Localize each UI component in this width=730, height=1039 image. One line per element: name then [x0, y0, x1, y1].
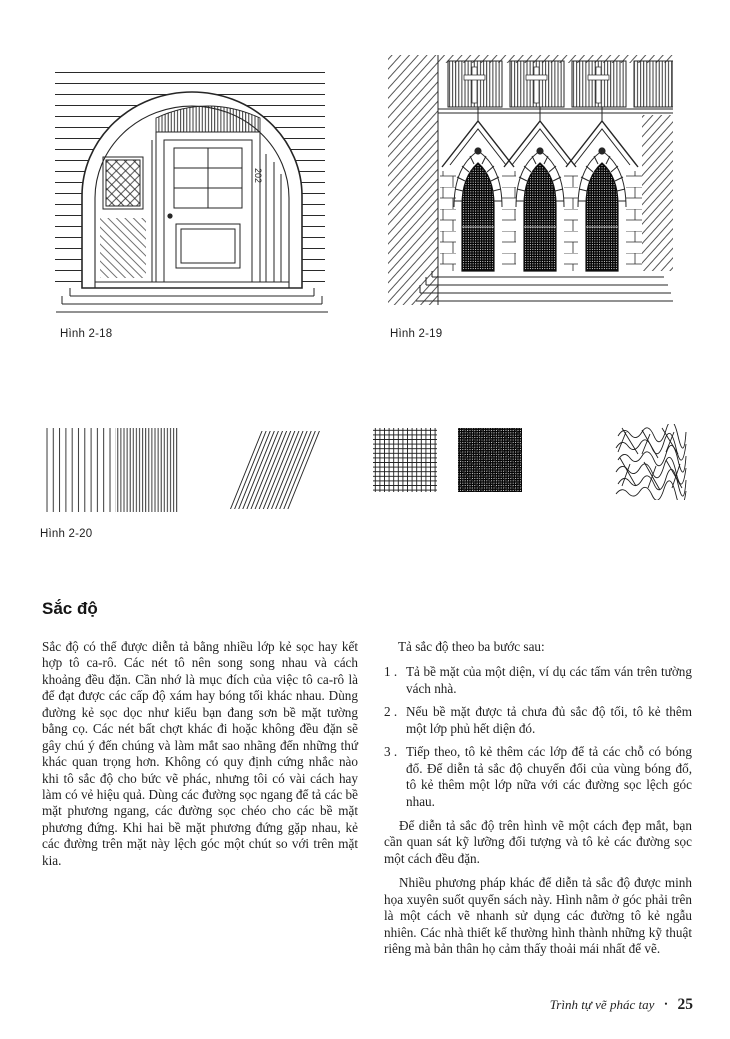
hatch-sample-crosshatch	[373, 428, 437, 492]
section-heading: Sắc độ	[42, 599, 98, 618]
lattice-window	[106, 160, 140, 206]
figure-2-20-caption: Hình 2-20	[40, 528, 93, 540]
step-text: Tiếp theo, tô kẻ thêm các lớp để tả các chỗ có bóng đổ. Để diễn tả sắc độ chuyển đổi của vùng bóng đổ, tô kẻ thêm một lớp nữa với các đường sọc lệch góc nhau.	[406, 744, 692, 809]
step-item	[384, 704, 692, 737]
figure-2-19-caption: Hình 2-19	[390, 328, 443, 340]
right-text-column	[384, 639, 692, 957]
side-wall-hatching	[100, 218, 146, 278]
hatch-sample-scribble	[612, 424, 690, 500]
footer-separator-icon: •	[664, 999, 668, 1009]
arched-doorway-sketch	[52, 56, 332, 318]
left-text-column	[42, 639, 358, 869]
hatch-sample-dense-dark	[458, 428, 522, 492]
body-paragraph: Sắc độ có thể được diễn tả bằng nhiều lớp kẻ sọc hay kết hợp tô ca-rô. Các nét tô nên song song nhau và cách khoảng đều đặn. Cần nhớ là mục đích của việc tô ca-rô là để đạt được các cấp độ xám hay bóng tối khác nhau. Dùng đường kẻ sọc dọc như kiểu bạn đang sơn bề mặt tường bằng cọ. Các nét bất chợt khác đi hoặc không đều đặn sẽ gây chú ý đến chúng và làm mắt sao nhãng đến những thứ khác quan trọng hơn. Không có quy định cứng nhắc nào khi tô sắc độ cho bức vẽ phác, nhưng tôi có vài cách hay làm có vẻ hiệu quả. Dùng các đường sọc ngang để tả các bề mặt phương ngang, các đường sọc chéo cho các bề mặt phương đứng. Khi hai bề mặt phương đứng gặp nhau, kẻ các đường trên mặt này lệch góc một chút so với trên mặt kia.	[42, 639, 358, 868]
gothic-arches-sketch	[388, 55, 673, 313]
entry-steps	[416, 271, 673, 301]
step-item	[384, 744, 692, 810]
upper-windows	[448, 61, 673, 107]
figure-2-19	[388, 55, 673, 313]
figure-2-18-caption: Hình 2-18	[60, 328, 113, 340]
step-number: 1 .	[384, 664, 398, 680]
step-item	[384, 664, 692, 697]
hatch-sample-diagonal-lines	[203, 430, 323, 510]
body-paragraph: Để diễn tả sắc độ trên hình vẽ một cách đẹp mắt, bạn cần quan sát kỹ lưỡng đối tượng và tô kẻ các đường sọc một cách đều đặn.	[384, 817, 692, 866]
page-footer	[550, 996, 693, 1014]
body-paragraph: Nhiều phương pháp khác để diễn tả sắc độ được minh họa xuyên suốt quyển sách này. Hình nằm ở góc phải trên là một cách vẽ nhanh sử dụng các đường tô kẻ ngẫu nhiên. Các nhà thiết kế thường hình thành những kỹ thuật riêng mà bản thân họ cảm thấy thoải mái nhất để vẽ.	[384, 875, 692, 956]
step-text: Nếu bề mặt được tả chưa đủ sắc độ tối, tô kẻ thêm một lớp phủ hết diện đó.	[406, 704, 692, 736]
left-wall-hatching	[388, 55, 438, 305]
step-number: 3 .	[384, 744, 398, 760]
step-text: Tả bề mặt của một diện, ví dụ các tấm ván trên tường vách nhà.	[406, 664, 692, 696]
running-title: Trình tự vẽ phác tay	[549, 997, 655, 1012]
steps-intro: Tả sắc độ theo ba bước sau:	[398, 639, 545, 654]
pointed-arch-bays	[442, 107, 638, 271]
hatch-sample-vertical-lines	[45, 426, 179, 514]
numbered-steps	[384, 664, 692, 810]
figure-2-18	[52, 56, 332, 318]
house-number: 202	[253, 168, 263, 184]
step-number: 2 .	[384, 704, 398, 720]
door-knob	[167, 213, 172, 218]
page-number: 25	[677, 996, 693, 1013]
